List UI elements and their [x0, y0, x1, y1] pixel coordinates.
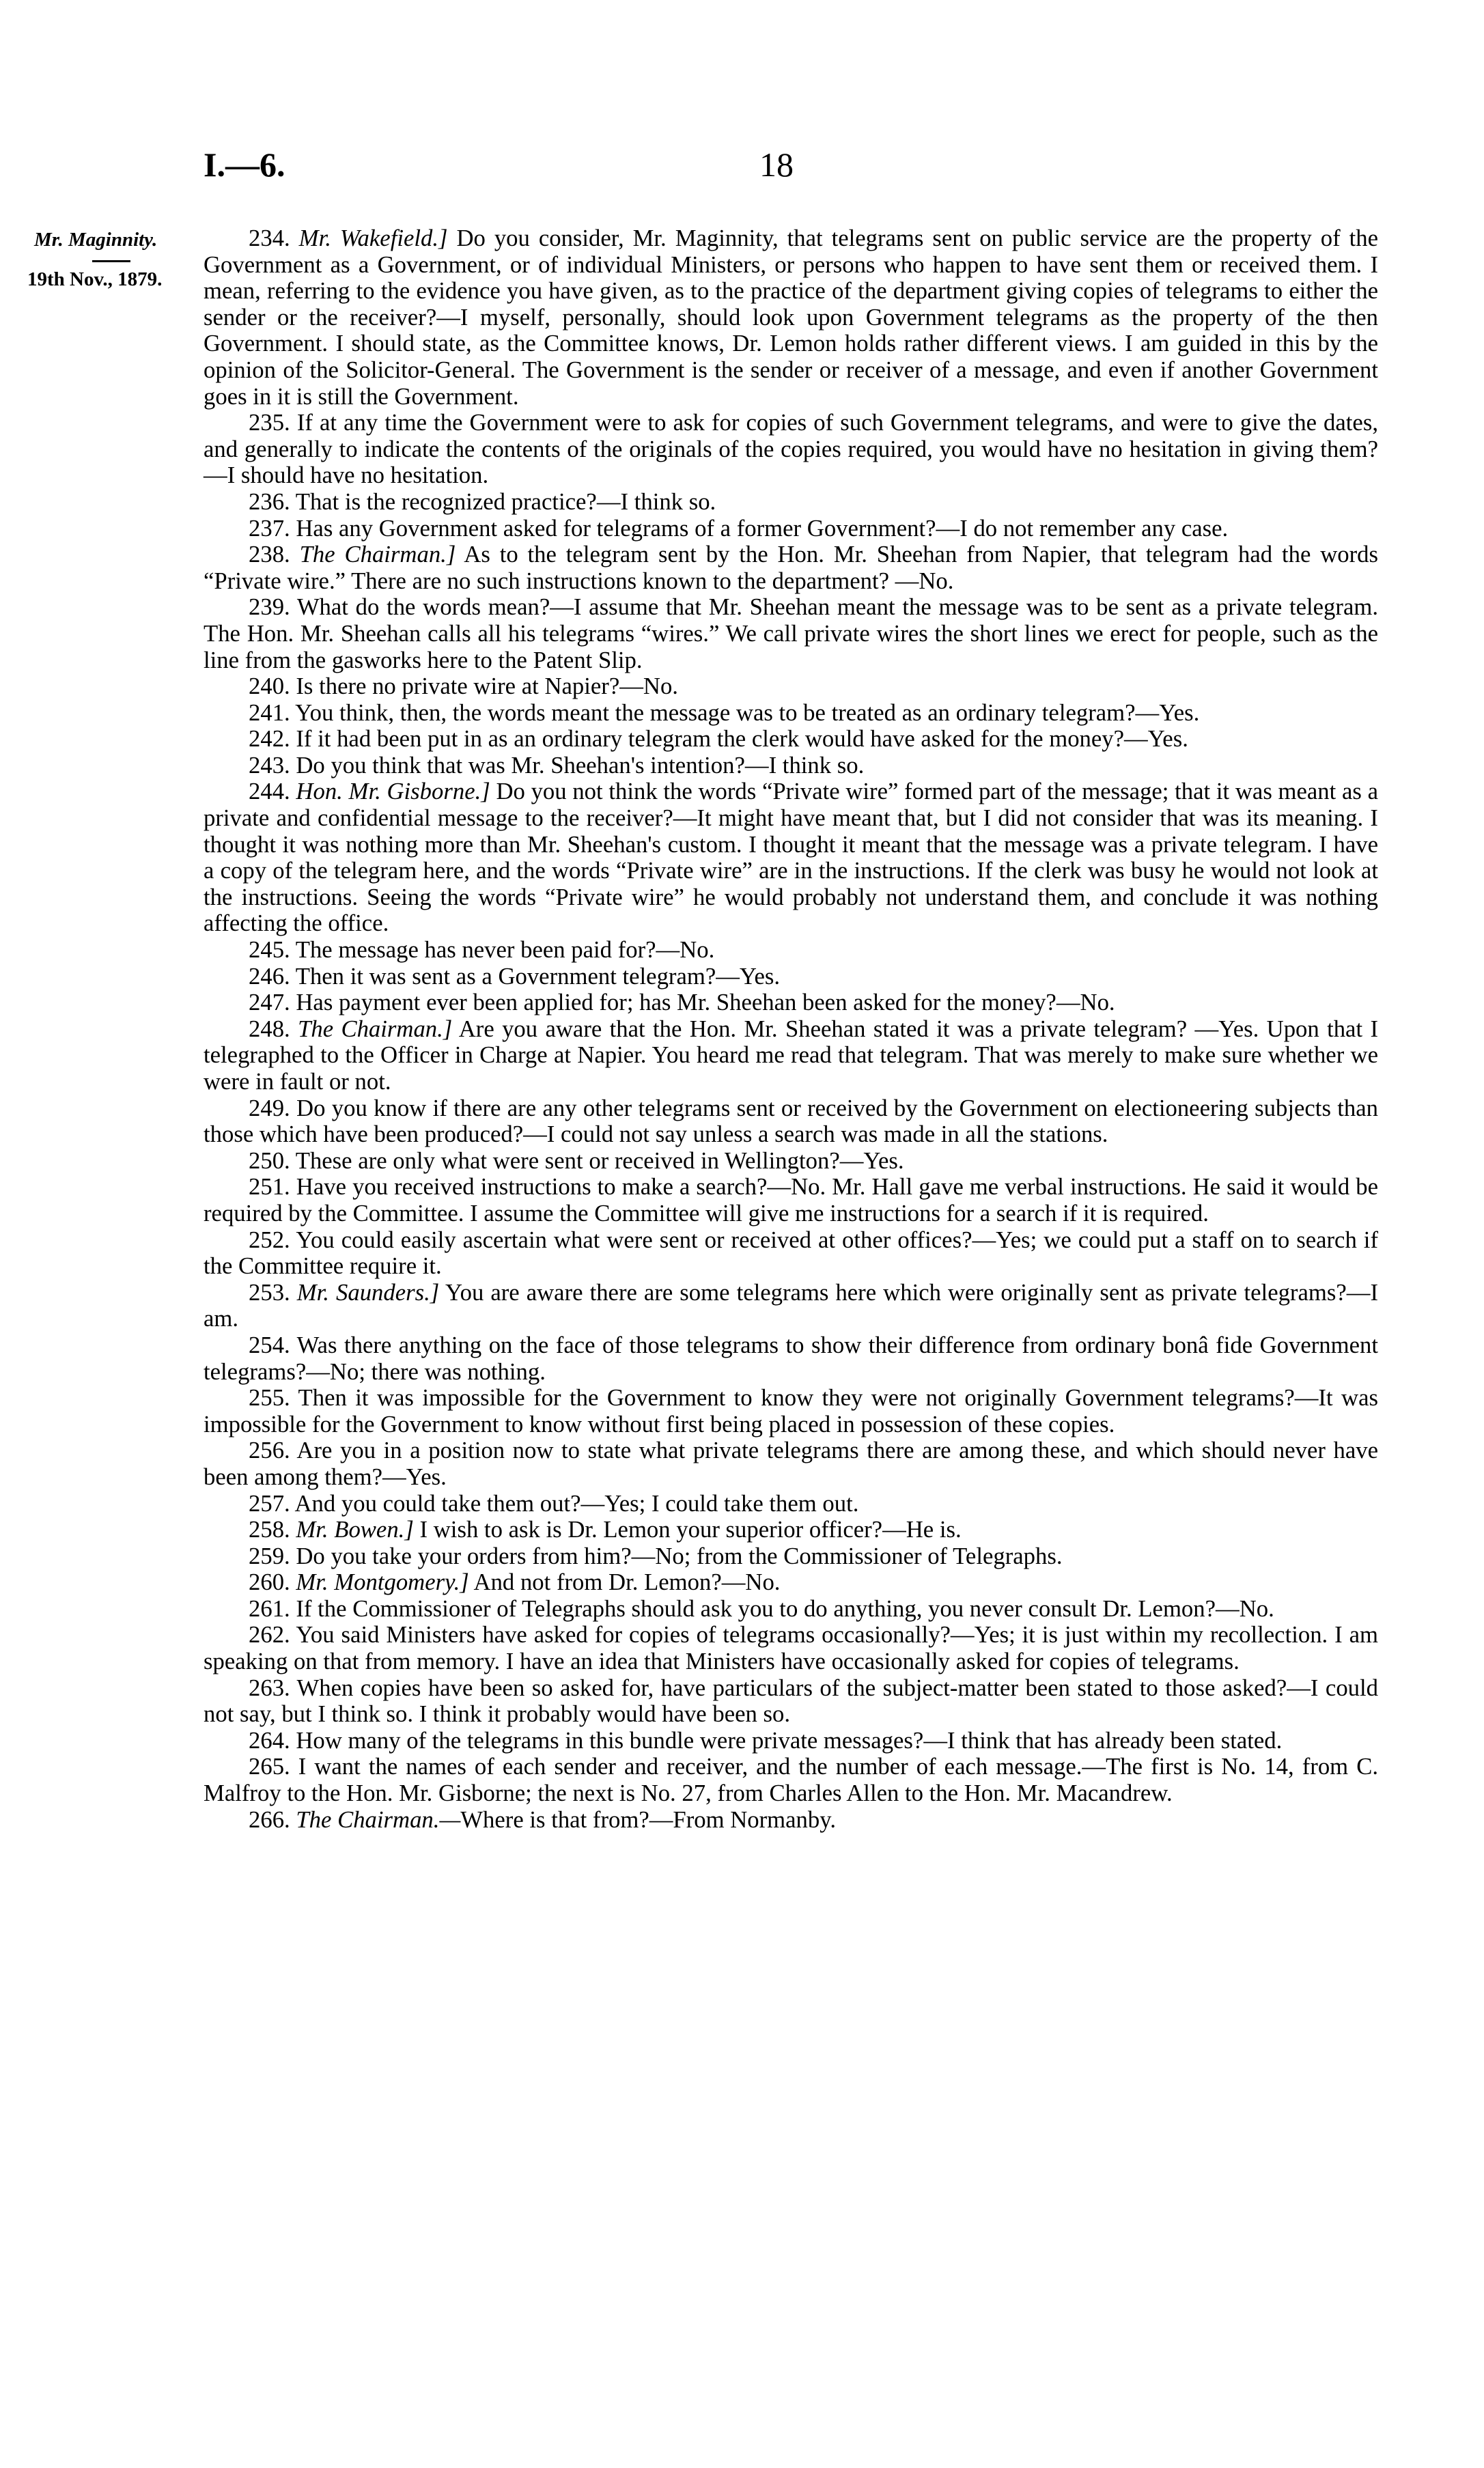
question-text: That is the recognized practice?—I think so.	[295, 488, 716, 515]
paragraph-257	[204, 1491, 1378, 1517]
question-number: 244.	[249, 778, 290, 805]
speaker: Mr. Montgomery.]	[296, 1569, 469, 1596]
speaker: The Chairman.]	[298, 1015, 453, 1042]
question-text: You think, then, the words meant the message was to be treated as an ordinary telegram?—Yes.	[295, 699, 1200, 726]
question-text: Do you take your orders from him?—No; from the Commissioner of Telegraphs.	[296, 1542, 1063, 1569]
paragraph-258	[204, 1517, 1378, 1543]
page-number: 18	[759, 145, 794, 184]
question-text: How many of the telegrams in this bundle were private messages?—I think that has already been stated.	[296, 1726, 1283, 1754]
speaker: Mr. Saunders.]	[296, 1278, 440, 1306]
paragraph-241	[204, 700, 1378, 727]
question-number: 242.	[249, 725, 290, 753]
evidence-text	[204, 225, 1378, 1833]
speaker: Mr. Wakefield.]	[298, 225, 448, 251]
question-text: As to the telegram sent by the Hon. Mr. Sheehan from Napier, that telegram had the words “Private wire.” There are no such instructions known to the department? —No.	[204, 541, 1379, 594]
question-text: When copies have been so asked for, have particulars of the subject-matter been stated to those asked?—I could not say, but I think so. I think it probably would have been so.	[204, 1674, 1378, 1728]
paragraph-255	[204, 1385, 1378, 1438]
question-number: 239.	[249, 593, 290, 621]
question-number: 234.	[249, 225, 290, 251]
question-number: 236.	[249, 488, 290, 515]
testimony-date: 19th Nov., 1879.	[27, 268, 163, 291]
question-text: Do you not think the words “Private wire” formed part of the message; that it was meant as a private and confidential message to the receiver?—It might have meant that, but I did not consider that was its meaning. I thought it was nothing more than Mr. Sheehan's custom. I thought it meant that the message was a private telegram. I have a copy of the telegram here, and the words “Private wire” are in the instructions. If the clerk was busy he would not look at the instructions. Seeing the words “Private wire” he would probably not understand them, and conclude it was nothing affecting the office.	[204, 778, 1378, 937]
paragraph-262	[204, 1622, 1378, 1674]
question-number: 261.	[249, 1595, 290, 1622]
question-number: 265.	[249, 1753, 290, 1780]
speaker: The Chairman.]	[299, 541, 456, 568]
question-number: 241.	[249, 699, 290, 726]
paragraph-237	[204, 516, 1378, 542]
question-number: 250.	[249, 1147, 290, 1174]
paragraph-264	[204, 1728, 1378, 1754]
document-reference: I.—6.	[204, 145, 285, 184]
paragraph-252	[204, 1227, 1378, 1280]
question-text: Do you know if there are any other telegrams sent or received by the Government on electioneering subjects than those which have been produced?—I could not say unless a search was made in all the stations.	[204, 1094, 1378, 1148]
question-text: Was there anything on the face of those telegrams to show their difference from ordinary bonâ fide Government telegrams?—No; there was nothing.	[204, 1331, 1378, 1385]
question-number: 245.	[249, 936, 290, 964]
question-text: You are aware there are some telegrams here which were originally sent as private telegrams?—I am.	[204, 1278, 1378, 1332]
question-text: You could easily ascertain what were sent or received at other offices?—Yes; we could put a staff on to search if the Committee require it.	[204, 1226, 1378, 1280]
question-number: 243.	[249, 751, 290, 779]
paragraph-247	[204, 990, 1378, 1016]
question-number: 264.	[249, 1726, 290, 1754]
paragraph-249	[204, 1095, 1378, 1148]
paragraph-244	[204, 779, 1378, 937]
paragraph-248	[204, 1016, 1378, 1095]
witness-name: Mr. Maginnity.	[34, 229, 158, 251]
question-number: 247.	[249, 989, 290, 1016]
question-text: Then it was sent as a Government telegram?—Yes.	[295, 962, 781, 990]
paragraph-250	[204, 1148, 1378, 1175]
paragraph-253	[204, 1280, 1378, 1332]
question-number: 266.	[249, 1806, 290, 1833]
question-number: 252.	[249, 1226, 290, 1253]
paragraph-260	[204, 1569, 1378, 1596]
paragraph-256	[204, 1438, 1378, 1490]
speaker: Mr. Bowen.]	[296, 1516, 414, 1543]
paragraph-259	[204, 1543, 1378, 1570]
question-number: 259.	[249, 1542, 290, 1569]
question-number: 248.	[249, 1015, 290, 1042]
question-text: If at any time the Government were to ask for copies of such Government telegrams, and were to give the dates, and generally to indicate the contents of the originals of the copies required, you would have no hesitation in giving them?—I should have no hesitation.	[204, 409, 1379, 489]
question-text: Has any Government asked for telegrams of a former Government?—I do not remember any case.	[296, 514, 1229, 542]
question-number: 254.	[249, 1331, 290, 1358]
paragraph-266	[204, 1807, 1378, 1834]
question-text: I want the names of each sender and receiver, and the number of each message.—The first is No. 14, from C. Malfroy to the Hon. Mr. Gisborne; the next is No. 27, from Charles Allen to the Hon. Mr. Macandrew.	[204, 1753, 1379, 1807]
question-number: 246.	[249, 962, 290, 990]
question-text: If it had been put in as an ordinary telegram the clerk would have asked for the money?—Yes.	[296, 725, 1188, 753]
paragraph-246	[204, 964, 1378, 990]
question-number: 263.	[249, 1674, 290, 1701]
question-number: 235.	[249, 409, 290, 436]
question-text: Where is that from?—From Normanby.	[460, 1806, 837, 1833]
margin-note	[27, 227, 205, 293]
question-text: Has payment ever been applied for; has Mr. Sheehan been asked for the money?—No.	[296, 989, 1115, 1016]
question-number: 260.	[249, 1569, 290, 1596]
speaker: The Chairman.—	[296, 1806, 461, 1833]
question-text: What do the words mean?—I assume that Mr. Sheehan meant the message was to be sent as a private telegram. The Hon. Mr. Sheehan calls all his telegrams “wires.” We call private wires the short lines we erect for people, such as the line from the gasworks here to the Patent Slip.	[204, 593, 1378, 673]
paragraph-254	[204, 1332, 1378, 1385]
question-text: Do you consider, Mr. Maginnity, that telegrams sent on public service are the property of the Government as a Government, or of individual Ministers, or persons who happen to have sent them or received them. I mean, referring to the evidence you have given, as to the practice of the department giving copies of telegrams to either the sender or the receiver?—I myself, personally, should look upon Government telegrams as the property of the then Government. I should state, as the Committee knows, Dr. Lemon holds rather different views. I am guided in this by the opinion of the Solicitor-General. The Government is the sender or receiver of a message, and even if another Government goes in it is still the Government.	[204, 225, 1379, 410]
question-text: You said Ministers have asked for copies of telegrams occasionally?—Yes; it is just within my recollection. I am speaking on that from memory. I have an idea that Ministers have occasionally asked for copies of telegrams.	[204, 1621, 1378, 1675]
paragraph-236	[204, 489, 1378, 516]
question-text: The message has never been paid for?—No.	[295, 936, 715, 964]
question-number: 240.	[249, 673, 290, 700]
question-text: Have you received instructions to make a search?—No. Mr. Hall gave me verbal instructions. He said it would be required by the Committee. I assume the Committee will give me instructions for a search if it is required.	[204, 1173, 1379, 1226]
paragraph-243	[204, 753, 1378, 779]
question-number: 255.	[249, 1384, 290, 1412]
question-number: 238.	[249, 541, 290, 568]
question-text: Then it was impossible for the Government to know they were not originally Government telegrams?—It was impossible for the Government to know without first being placed in possession of these copies.	[204, 1384, 1379, 1438]
paragraph-234	[204, 225, 1378, 410]
question-text: If the Commissioner of Telegraphs should ask you to do anything, you never consult Dr. Lemon?—No.	[296, 1595, 1274, 1622]
paragraph-261	[204, 1596, 1378, 1623]
paragraph-238	[204, 542, 1378, 594]
question-text: Is there no private wire at Napier?—No.	[296, 673, 678, 700]
paragraph-239	[204, 594, 1378, 673]
margin-rule	[92, 260, 130, 262]
question-number: 257.	[249, 1489, 290, 1517]
question-number: 237.	[249, 514, 290, 542]
question-number: 251.	[249, 1173, 290, 1201]
question-text: Are you aware that the Hon. Mr. Sheehan stated it was a private telegram? —Yes. Upon that I telegraphed to the Officer in Charge at Napier. You heard me read that telegram. That was merely to make sure whether we were in fault or not.	[204, 1015, 1378, 1095]
question-text: These are only what were sent or received in Wellington?—Yes.	[295, 1147, 904, 1174]
question-text: And not from Dr. Lemon?—No.	[468, 1569, 781, 1596]
paragraph-240	[204, 673, 1378, 700]
paragraph-242	[204, 726, 1378, 753]
speaker: Hon. Mr. Gisborne.]	[296, 778, 490, 805]
paragraph-263	[204, 1675, 1378, 1728]
question-text: I wish to ask is Dr. Lemon your superior officer?—He is.	[413, 1516, 962, 1543]
question-text: And you could take them out?—Yes; I could take them out.	[294, 1489, 859, 1517]
paragraph-235	[204, 410, 1378, 489]
question-number: 262.	[249, 1621, 290, 1649]
question-text: Do you think that was Mr. Sheehan's intention?—I think so.	[296, 751, 865, 779]
paragraph-265	[204, 1754, 1378, 1806]
question-number: 253.	[249, 1278, 290, 1306]
question-number: 256.	[249, 1437, 290, 1464]
paragraph-245	[204, 937, 1378, 964]
question-number: 249.	[249, 1094, 290, 1121]
paragraph-251	[204, 1174, 1378, 1226]
question-text: Are you in a position now to state what private telegrams there are among these, and which should never have been among them?—Yes.	[204, 1437, 1378, 1490]
question-number: 258.	[249, 1516, 290, 1543]
